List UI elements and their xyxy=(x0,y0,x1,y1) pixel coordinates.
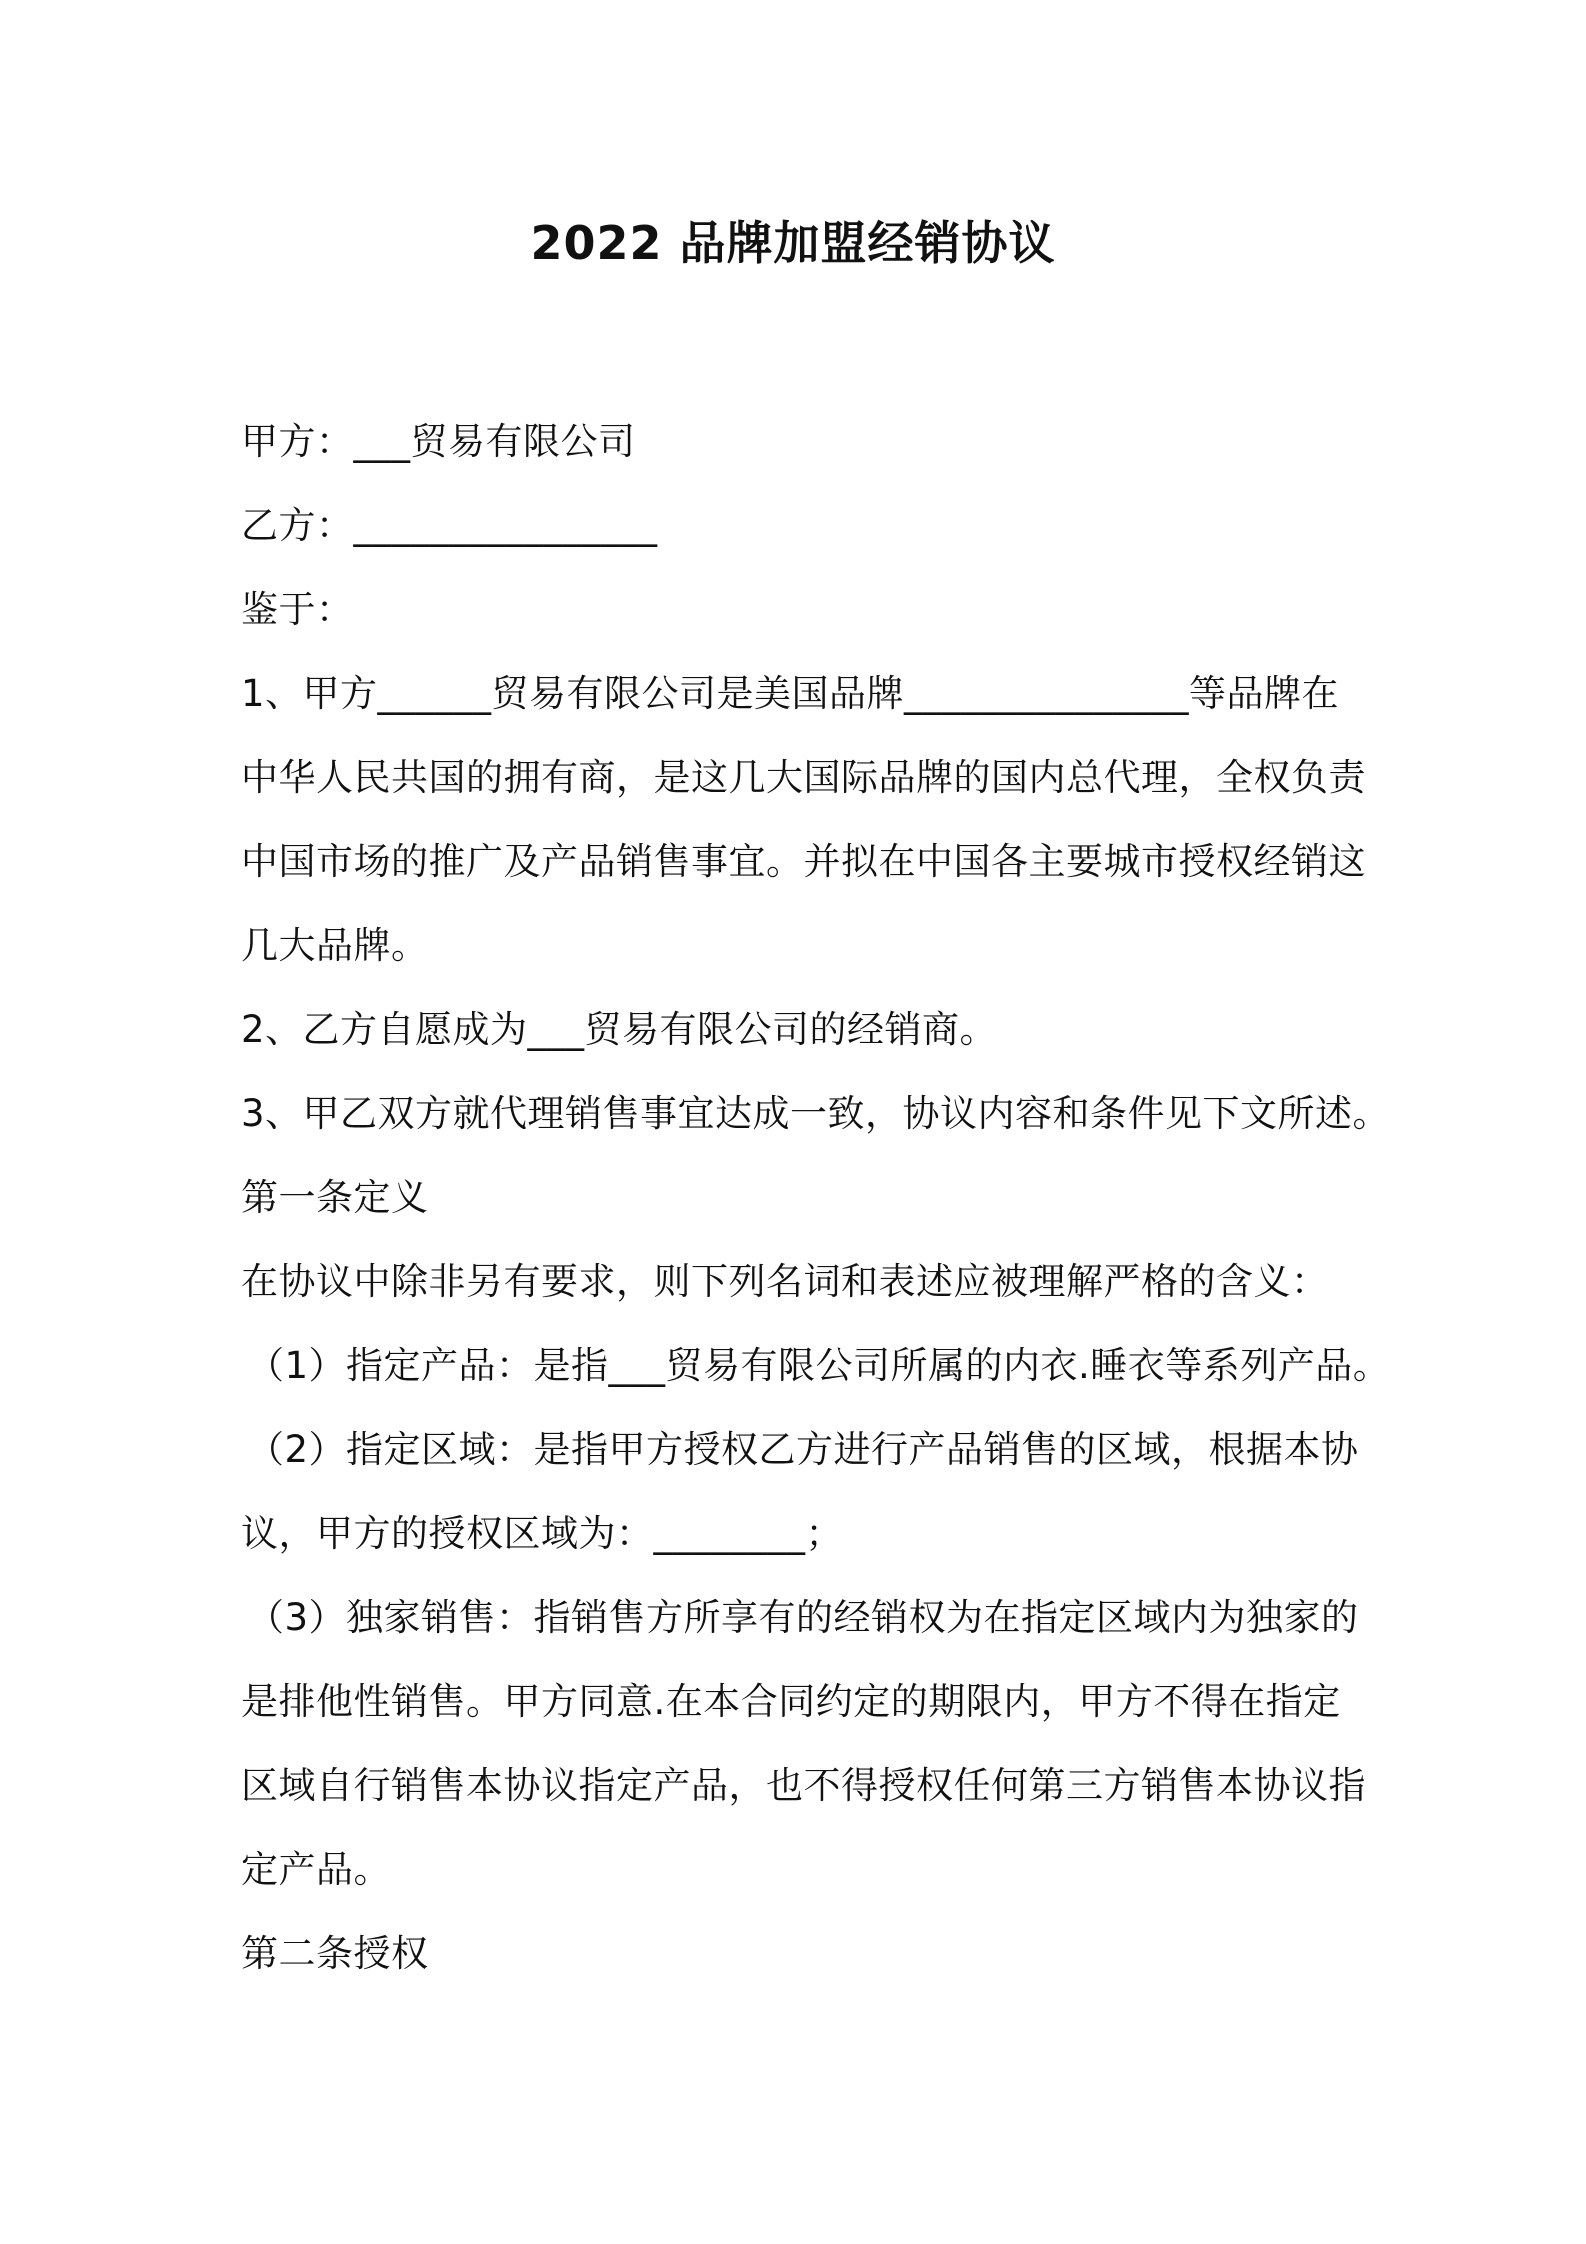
party-b-line: 乙方：________________ xyxy=(241,504,658,547)
definition-2-line-2: 议，甲方的授权区域为：________； xyxy=(241,1512,843,1555)
definition-3-line-1: （3）独家销售：指销售方所享有的经销权为在指定区域内为独家的 xyxy=(247,1596,1359,1639)
article-1-heading: 第一条定义 xyxy=(241,1176,429,1219)
recital-1-line-4: 几大品牌。 xyxy=(241,924,429,967)
definitions-intro: 在协议中除非另有要求，则下列名词和表述应被理解严格的含义： xyxy=(241,1260,1329,1303)
document-body xyxy=(241,400,1391,1996)
definition-1-line: （1）指定产品：是指___贸易有限公司所属的内衣.睡衣等系列产品。 xyxy=(247,1344,1391,1387)
party-a-line: 甲方：___贸易有限公司 xyxy=(241,420,636,463)
definition-2-line-1: （2）指定区域：是指甲方授权乙方进行产品销售的区域，根据本协 xyxy=(247,1428,1359,1471)
recital-3-line: 3、甲乙双方就代理销售事宜达成一致，协议内容和条件见下文所述。 xyxy=(241,1092,1391,1135)
recital-1-line-3: 中国市场的推广及产品销售事宜。并拟在中国各主要城市授权经销这 xyxy=(241,840,1366,883)
whereas-heading: 鉴于： xyxy=(241,588,354,631)
recital-2-line: 2、乙方自愿成为___贸易有限公司的经销商。 xyxy=(241,1008,998,1051)
definition-3-line-2: 是排他性销售。甲方同意.在本合同约定的期限内，甲方不得在指定 xyxy=(241,1680,1341,1723)
article-2-heading: 第二条授权 xyxy=(241,1932,429,1975)
recital-1-line-2: 中华人民共国的拥有商，是这几大国际品牌的国内总代理，全权负责 xyxy=(241,756,1366,799)
document-title: 2022 品牌加盟经销协议 xyxy=(530,216,1056,270)
definition-3-line-4: 定产品。 xyxy=(241,1848,391,1891)
recital-1-line-1: 1、甲方______贸易有限公司是美国品牌_______________等品牌在 xyxy=(241,672,1340,715)
definition-3-line-3: 区域自行销售本协议指定产品，也不得授权任何第三方销售本协议指 xyxy=(241,1764,1366,1807)
